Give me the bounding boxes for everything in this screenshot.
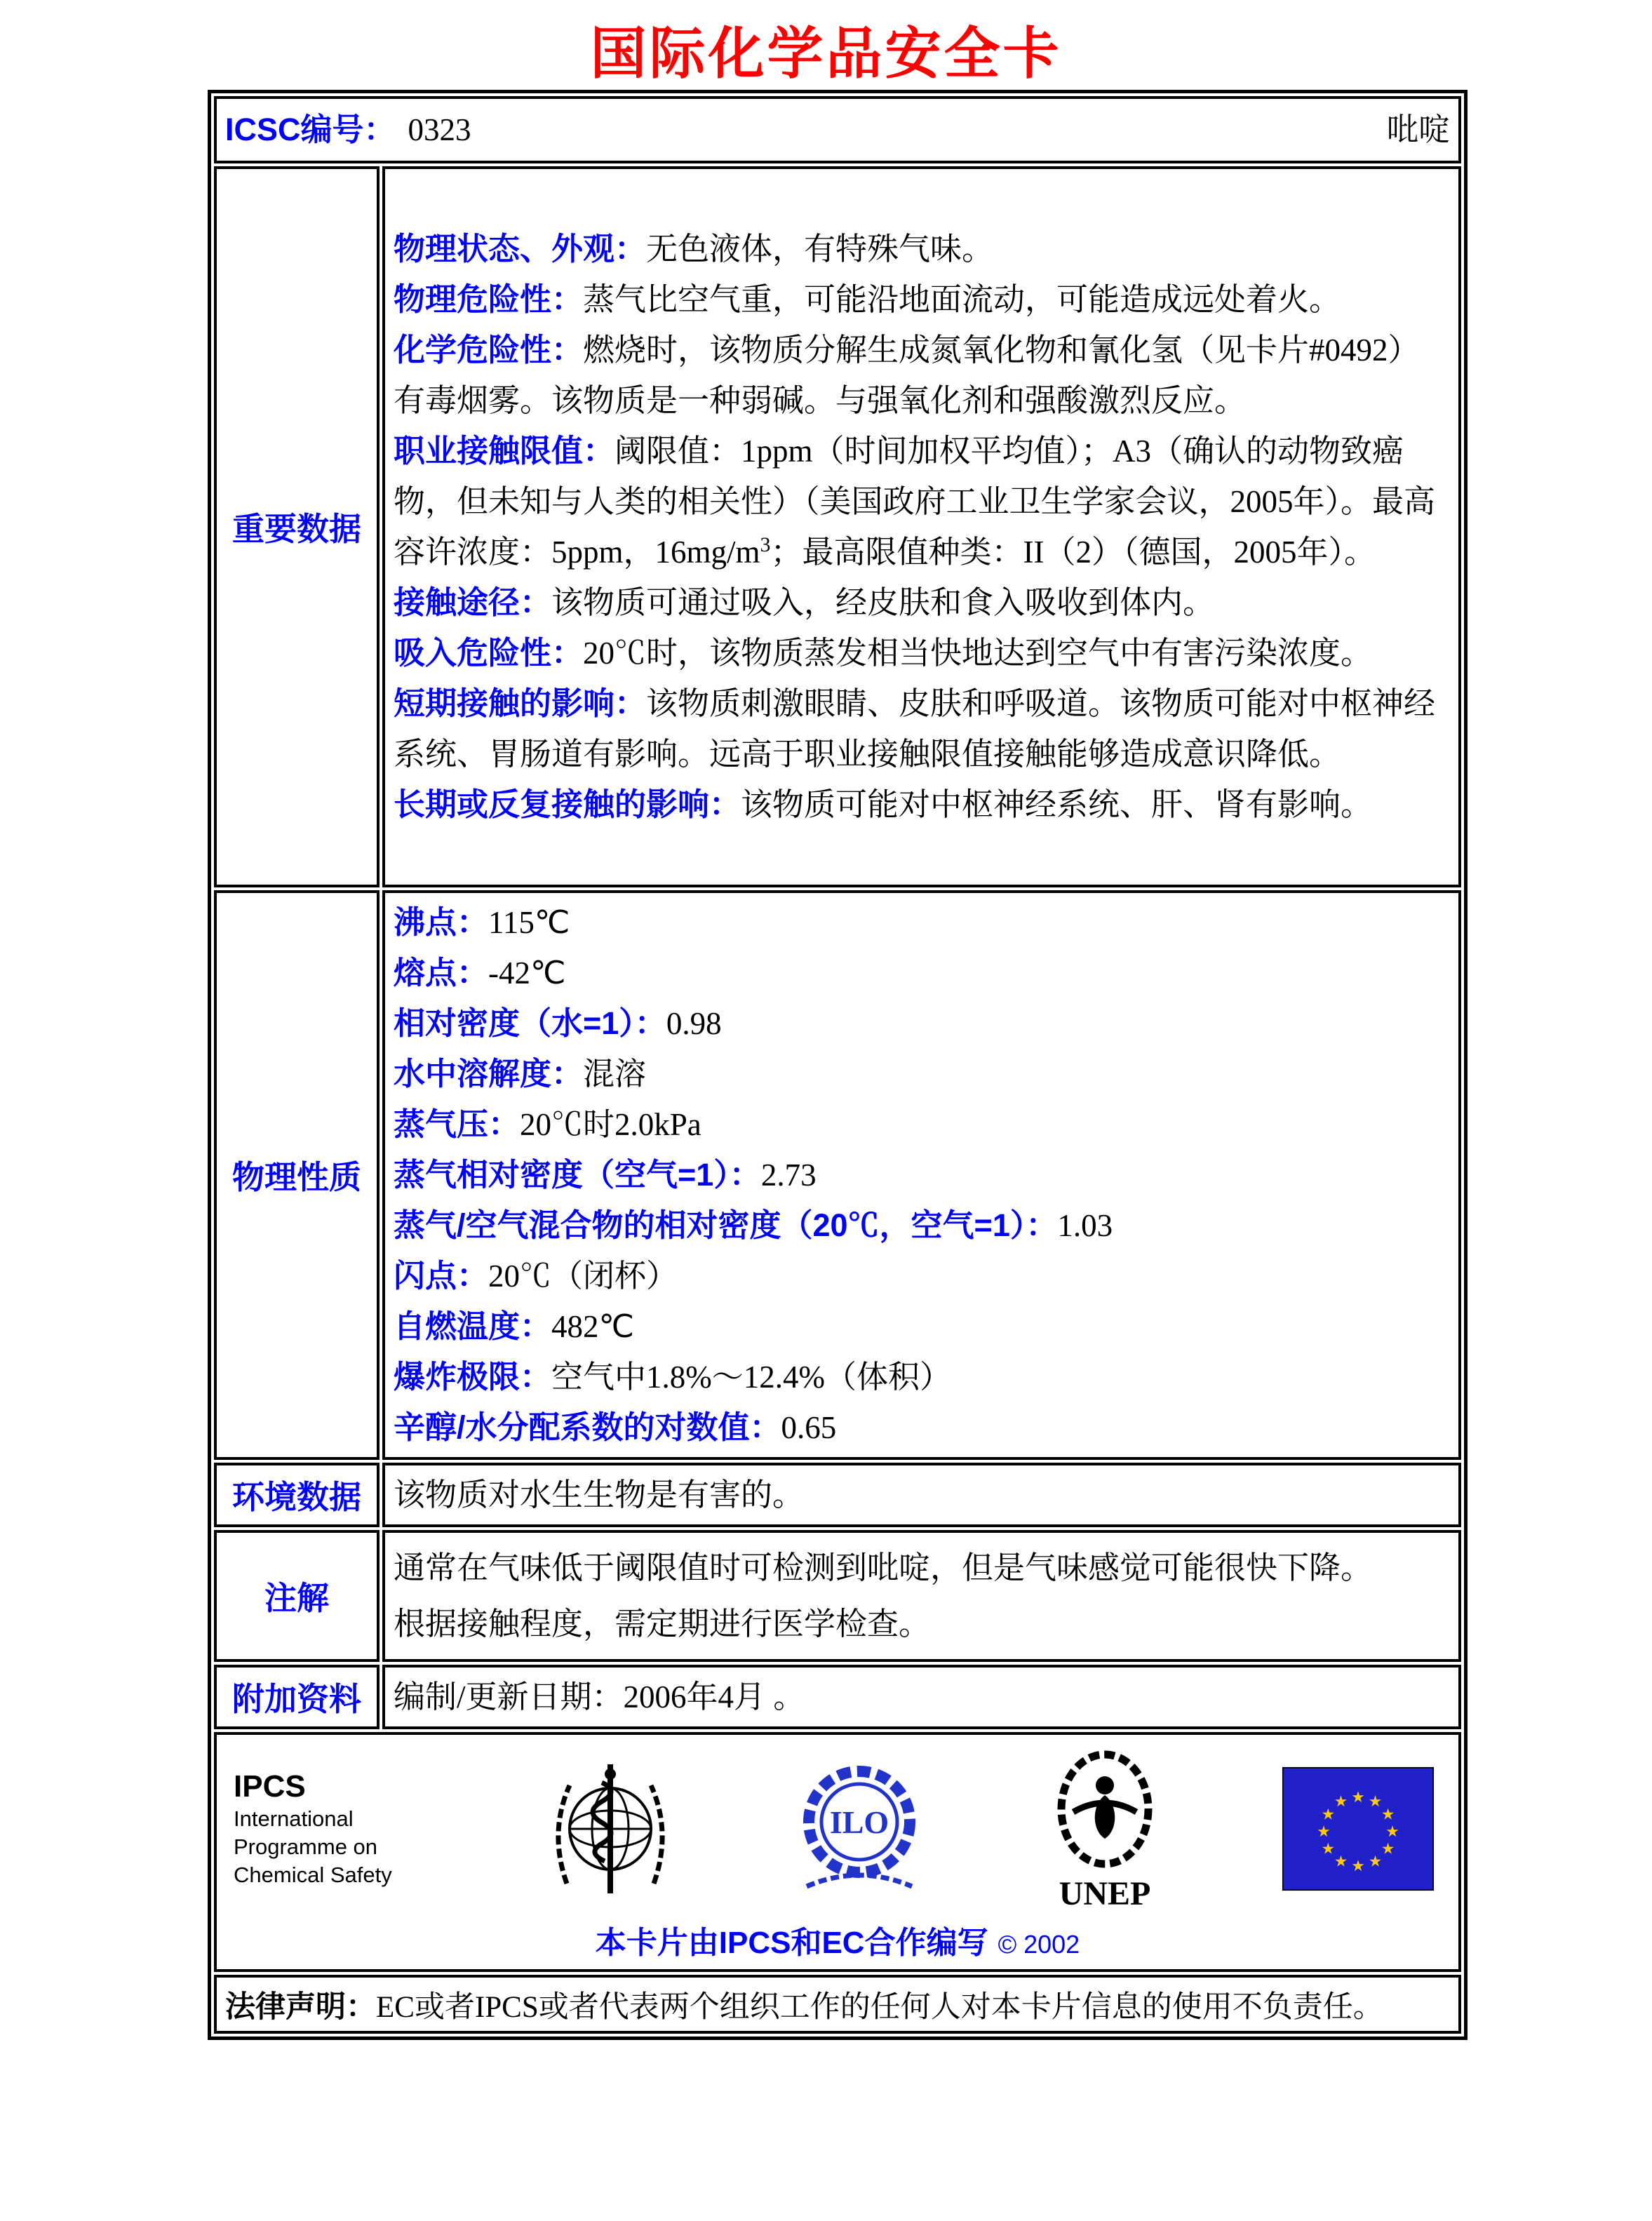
item-label: 短期接触的影响：: [394, 685, 647, 721]
icsc-card-table: [208, 90, 1468, 2040]
property-label: 沸点：: [394, 904, 489, 940]
svg-text:★: ★: [1385, 1823, 1399, 1841]
item-label: 职业接触限值：: [394, 433, 615, 469]
svg-text:★: ★: [1317, 1823, 1331, 1841]
item-label: 物理危险性：: [394, 281, 584, 317]
property-line: [394, 897, 1450, 948]
property-label: 蒸气相对密度（空气=1）：: [394, 1157, 761, 1193]
ipcs-subtitle-line: International: [234, 1806, 354, 1831]
property-line: [394, 1200, 1450, 1251]
ipcs-title: IPCS: [234, 1769, 306, 1804]
property-line: [394, 1301, 1450, 1352]
logos-row: [214, 1732, 1461, 1972]
row-label-physical-properties: 物理性质: [214, 890, 380, 1460]
svg-text:★: ★: [1381, 1840, 1395, 1858]
ilo-logo-icon: [791, 1759, 928, 1899]
property-label: 相对密度（水=1）：: [394, 1005, 666, 1041]
who-logo-icon: [540, 1759, 680, 1899]
superscript: 3: [760, 533, 771, 556]
unep-letters: UNEP: [1059, 1875, 1151, 1912]
property-value: 1.03: [1057, 1208, 1113, 1243]
property-label: 熔点：: [394, 955, 489, 991]
physical-properties-content: [382, 890, 1461, 1460]
additional-info-content: [382, 1665, 1461, 1729]
item-text: 该物质可通过吸入，经皮肤和食入吸收到体内。: [551, 585, 1215, 620]
property-value: -42℃: [488, 955, 566, 991]
svg-text:★: ★: [1334, 1793, 1348, 1811]
copyright: © 2002: [998, 1930, 1080, 1959]
property-value: 0.98: [666, 1006, 722, 1041]
property-label: 爆炸极限：: [394, 1359, 552, 1395]
environmental-data-content: [382, 1463, 1461, 1527]
svg-text:★: ★: [1368, 1853, 1383, 1871]
notes-content: [382, 1530, 1461, 1662]
notes-row: [214, 1530, 1461, 1662]
svg-text:★: ★: [1321, 1840, 1336, 1858]
property-line: [394, 948, 1450, 998]
svg-text:★: ★: [1351, 1788, 1365, 1806]
legal-row: [214, 1975, 1461, 2034]
icsc-number-label: ICSC编号：: [225, 112, 396, 147]
ipcs-subtitle-line: Chemical Safety: [234, 1863, 392, 1887]
legal-label: 法律声明：: [225, 1989, 376, 2024]
eu-flag-icon: [1282, 1766, 1435, 1891]
environmental-text: 该物质对水生生物是有害的。: [394, 1477, 805, 1512]
legal-text: EC或者IPCS或者代表两个组织工作的任何人对本卡片信息的使用不负责任。: [376, 1990, 1383, 2024]
header-row: [214, 96, 1461, 163]
property-value: 115℃: [488, 905, 570, 940]
environmental-data-row: [214, 1463, 1461, 1527]
important-item: [394, 678, 1450, 779]
important-item: [394, 628, 1450, 678]
svg-text:★: ★: [1334, 1853, 1348, 1871]
note-line: 根据接触程度，需定期进行医学检查。: [394, 1606, 931, 1642]
row-label-important-data: 重要数据: [214, 166, 380, 887]
property-label: 蒸气/空气混合物的相对密度（20℃，空气=1）：: [394, 1207, 1058, 1243]
property-line: [394, 1150, 1450, 1200]
svg-text:★: ★: [1381, 1806, 1395, 1824]
property-line: [394, 1352, 1450, 1402]
item-text: 20℃时，该物质蒸发相当快地达到空气中有害污染浓度。: [583, 636, 1373, 671]
row-label-notes: 注解: [214, 1530, 380, 1662]
important-item: [394, 426, 1450, 577]
property-line: [394, 1402, 1450, 1453]
ilo-letters: ILO: [829, 1804, 889, 1840]
item-text: 该物质可能对中枢神经系统、肝、肾有影响。: [741, 787, 1373, 822]
item-text: 阈限值：1ppm（时间加权平均值）；A3（确认的动物致癌物，但未知与人类的相关性）（美国政府工业卫生学家会议，2005年）。最高容许浓度：5ppm，16mg/m: [394, 434, 1436, 570]
property-line: [394, 1099, 1450, 1150]
svg-text:★: ★: [1321, 1806, 1336, 1824]
note-line: 通常在气味低于阈限值时可检测到吡啶，但是气味感觉可能很快下降。: [394, 1550, 1373, 1585]
item-label: 吸入危险性：: [394, 635, 584, 671]
item-text: 该物质刺激眼睛、皮肤和呼吸道。该物质可能对中枢神经系统、胃肠道有影响。远高于职业接触限值接触能够造成意识降低。: [394, 686, 1436, 772]
property-label: 蒸气压：: [394, 1106, 521, 1142]
property-line: [394, 998, 1450, 1049]
property-value: 20℃（闭杯）: [488, 1259, 678, 1294]
svg-text:★: ★: [1368, 1793, 1383, 1811]
logos-cell: [214, 1732, 1461, 1972]
property-value: 混溶: [583, 1056, 647, 1092]
item-text: 无色液体，有特殊气味。: [646, 232, 994, 267]
additional-info-text: 编制/更新日期：2006年4月 。: [394, 1679, 805, 1715]
property-line: [394, 1049, 1450, 1099]
property-label: 水中溶解度：: [394, 1056, 584, 1092]
ipcs-wordmark: [234, 1769, 430, 1889]
legal-cell: [214, 1975, 1461, 2034]
physical-properties-row: [214, 890, 1461, 1460]
additional-info-row: [214, 1665, 1461, 1729]
important-item: [394, 325, 1450, 426]
row-label-environmental-data: 环境数据: [214, 1463, 380, 1527]
property-label: 自燃温度：: [394, 1308, 552, 1344]
item-label: 长期或反复接触的影响：: [394, 786, 741, 822]
unep-logo-icon: [1038, 1745, 1171, 1913]
property-label: 闪点：: [394, 1258, 489, 1294]
svg-text:★: ★: [1351, 1857, 1365, 1875]
item-label: 接触途径：: [394, 584, 552, 620]
important-data-row: [214, 166, 1461, 887]
chemical-name: 吡啶: [1386, 112, 1450, 147]
item-text: ；最高限值种类：II（2）（德国，2005年）。: [770, 535, 1376, 570]
cooperation-caption: 本卡片由IPCS和EC合作编写: [595, 1926, 988, 1960]
important-item: [394, 274, 1450, 325]
important-item: [394, 577, 1450, 628]
header-cell: [214, 96, 1461, 163]
property-line: [394, 1251, 1450, 1301]
ipcs-subtitle-line: Programme on: [234, 1834, 378, 1859]
item-label: 化学危险性：: [394, 332, 584, 368]
important-data-content: [382, 166, 1461, 887]
property-value: 482℃: [551, 1309, 635, 1344]
row-label-additional-info: 附加资料: [214, 1665, 380, 1729]
item-label: 物理状态、外观：: [394, 231, 647, 267]
important-item: [394, 779, 1450, 830]
property-value: 20℃时2.0kPa: [520, 1107, 701, 1142]
property-value: 2.73: [760, 1158, 817, 1193]
important-item: [394, 224, 1450, 274]
property-value: 空气中1.8%～12.4%（体积）: [551, 1360, 951, 1395]
icsc-number-value: 0323: [408, 112, 471, 147]
property-value: 0.65: [781, 1410, 837, 1445]
page-title: 国际化学品安全卡: [590, 22, 1062, 85]
item-text: 燃烧时，该物质分解生成氮氧化物和氰化氢（见卡片#0492）有毒烟雾。该物质是一种弱碱。与强氧化剂和强酸激烈反应。: [394, 333, 1420, 418]
property-label: 辛醇/水分配系数的对数值：: [394, 1409, 781, 1445]
item-text: 蒸气比空气重，可能沿地面流动，可能造成远处着火。: [583, 282, 1341, 317]
